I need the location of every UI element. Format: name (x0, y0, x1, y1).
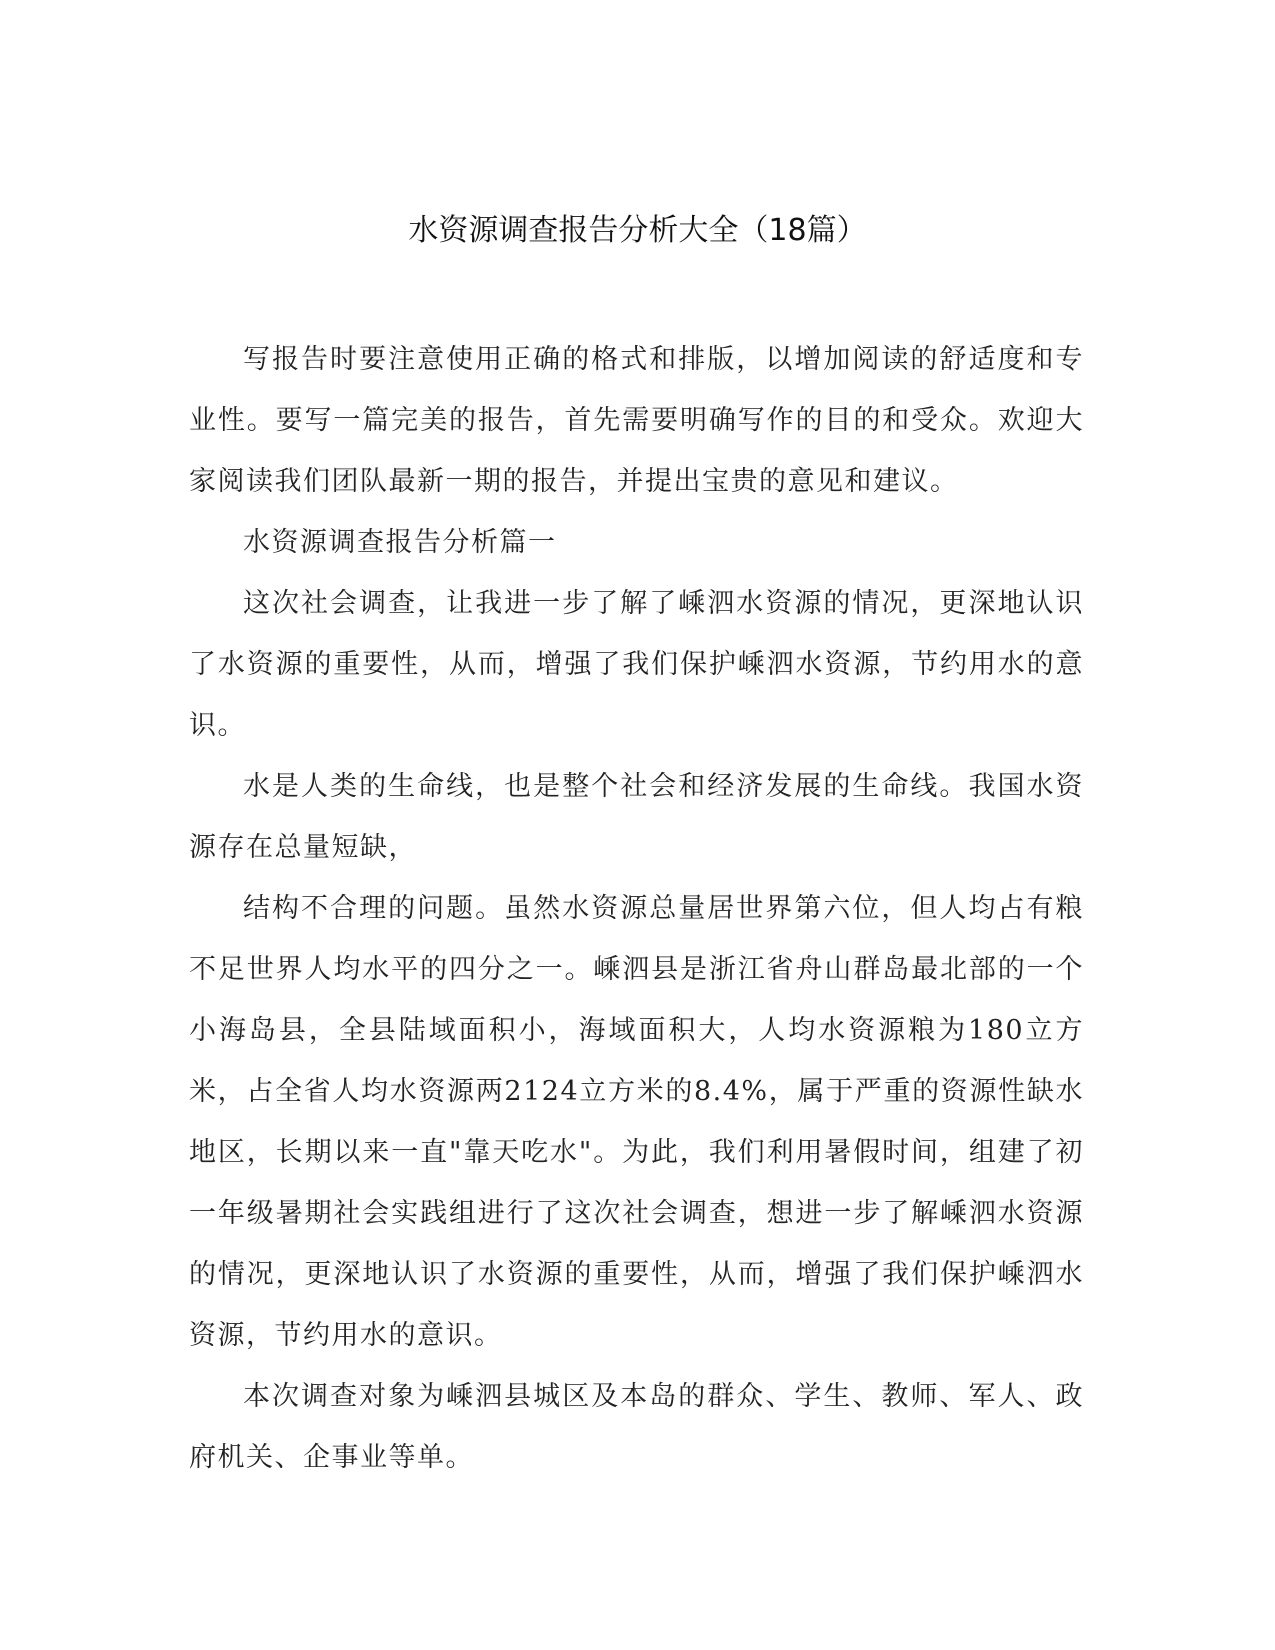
document-body (189, 329, 1084, 1488)
document-title: 水资源调查报告分析大全（18篇） (408, 213, 867, 248)
paragraph-intro: 写报告时要注意使用正确的格式和排版，以增加阅读的舒适度和专业性。要写一篇完美的报告，首先需要明确写作的目的和受众。欢迎大家阅读我们团队最新一期的报告，并提出宝贵的意见和建议。 (189, 344, 1084, 497)
paragraph: 水是人类的生命线，也是整个社会和经济发展的生命线。我国水资源存在总量短缺， (189, 771, 1084, 863)
section-heading: 水资源调查报告分析篇一 (243, 527, 557, 558)
paragraph: 本次调查对象为嵊泗县城区及本岛的群众、学生、教师、军人、政府机关、企事业等单。 (189, 1381, 1084, 1473)
paragraph: 结构不合理的问题。虽然水资源总量居世界第六位，但人均占有粮不足世界人均水平的四分之一。嵊泗县是浙江省舟山群岛最北部的一个小海岛县，全县陆域面积小，海域面积大，人均水资源粮为180立方米，占全省人均水资源两2124立方米的8.4%，属于严重的资源性缺水地区，长期以来一直"靠天吃水"。为此，我们利用暑假时间，组建了初一年级暑期社会实践组进行了这次社会调查，想进一步了解嵊泗水资源的情况，更深地认识了水资源的重要性，从而，增强了我们保护嵊泗水资源，节约用水的意识。 (189, 893, 1084, 1351)
paragraph: 这次社会调查，让我进一步了解了嵊泗水资源的情况，更深地认识了水资源的重要性，从而，增强了我们保护嵊泗水资源，节约用水的意识。 (189, 588, 1084, 741)
